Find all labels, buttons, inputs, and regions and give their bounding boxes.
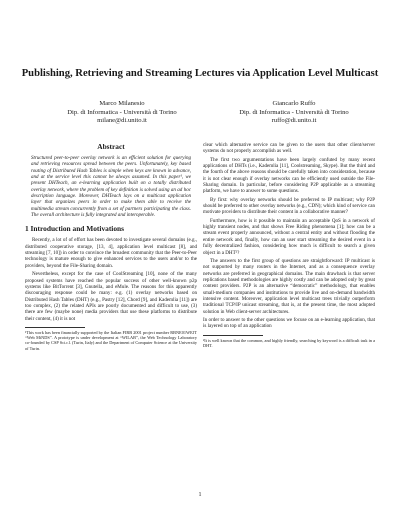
footnote-divider xyxy=(25,327,85,328)
section-heading: 1 Introduction and Motivations xyxy=(25,224,125,234)
abstract-heading: Abstract xyxy=(97,142,125,151)
author-block-2 xyxy=(214,100,374,126)
footnote-divider xyxy=(203,335,263,336)
author-affiliation: Dip. di Informatica - Università di Torino xyxy=(67,108,177,116)
paragraph: clear which alternative service can be given to the users that other client/server systems do not properly accomplish as well. xyxy=(203,142,375,155)
author-email[interactable]: ruffo@di.unito.it xyxy=(271,117,317,124)
paragraph: By first: why overlay networks should be preferred to IP multicast; why P2P should be preferred to other overlay networks (e.g., CDN); which kind of service can motivate providers to distribute their content in a collaborative manner? xyxy=(203,196,375,216)
paragraph: The answers to the first group of questions are straightforward: IP multicast is not supported by many routers in the Internet, and as a consequence overlay networks are preferred in geographical domains. The main drawback is that server replications based methodologies are highly costly and can be adopted only by great content providers. P2P is an alternative “democratic” methodology, that enables small-medium companies and institutions to provide live and on-demand bandwidth intensive content. Moreover, application level multicast trees trivially outperform traditional TCP/IP unicast streaming, that is, at the present time, the most adopted solution in Web client-server architectures. xyxy=(203,257,375,315)
author-name: Marco Milanesio xyxy=(99,100,145,107)
paragraph: The first two argumentations have been largely confuted by many recent applications of DHTs (i.e., Kademlia [11], Coolstreaming, Skype). But the third and the fourth of the above reasons should be carefully taken into consideration, because it is not clear enough if overlay networks can be efficiently used outside the File-Sharing domain. In particular, before considering P2P applicable as a streaming platform, we have to answer to some questions. xyxy=(203,156,375,195)
paragraph: Furthermore, how is it possible to maintain an acceptable QoS in a network of highly transient nodes, and that shows Free Riding phenomena [1]; how can be a stream event properly announced, without a central entity and without flooding the entire network and, finally, how can an user start streaming the desired event in a fully decentralized fashion, considering how much is difficult to search a given object in a DHT²? xyxy=(203,217,375,256)
author-email[interactable]: milane@di.unito.it xyxy=(97,117,147,124)
author-name: Giancarlo Ruffo xyxy=(272,100,316,107)
author-affiliation: Dip. di Informatica - Università di Torino xyxy=(239,108,349,116)
footnote: ¹This work has been financially supported by the Italian FIRB 2001 project number RBNE01WEJT “Web MiNDS”. A prototype is under development at “WILAB”, the Web Technology Laboratory co-founded by CSP Sci.r.l. (Turin, Italy) and the Department of Computer Science at the University of Turin. xyxy=(25,329,197,351)
paragraph: Recently, a lot of of effort has been devoted to investigate several domains (e.g., distributed cooperative storage, [13, 4], application level multicast [8], and streaming [7, 10]) in order to convince the broadest community that the Peer-to-Peer technology is mature enough to give enhanced services to the users and/or to the providers, beyond the File-Sharing domain. xyxy=(25,237,197,269)
abstract-text: Structured peer-to-peer overlay network is an efficient solution for querying and retrieving resources spread between the peers. Unfortunately, key based routing of Distributed Hash Tables is simple when keys are known in advance, and at the service level this cannot be always assumed. In this paper¹, we present DHTeach, an e-learning application built on a totally distributed overlay network, where the problem of key definition is solved using an ad hoc description language. Moreover, DHTeach lays on a multicast application layer that organizes peers in order to make them able to receive the multimedia stream concurrently from a set of partners participating the class. The overall architecture is fully integrated and interoperable. xyxy=(31,155,191,219)
paper-title: Publishing, Retrieving and Streaming Lectures via Application Level Multicast xyxy=(21,68,379,79)
footnote: ²It is well known that the common, and highly friendly, searching by keyword is a difficult task in a DHT. xyxy=(203,337,375,348)
page-number: 1 xyxy=(198,492,202,498)
paragraph: In order to answer to the other questions we focuse on an e-learning application, that is layered on top of an application xyxy=(203,316,375,330)
left-column xyxy=(25,142,197,351)
paragraph: Nevertheless, except for the case of CoolStreaming [10], none of the many proposed systems have reached the popular success of other well-known p2p systems like BitTorrent [3], Gnutella, and eMule. The reasons for this apparently discouraging response could be many: e.g. (1) overlay networks based on Distributed Hash Tables (DHT) (e.g., Pastry [12], Chord [9], and Kademlia [11]) are too complex, (2) the related APIs are poorly documented and difficult to use, (3) there are few (maybe none) media providers that use these platforms to distribute their content, (4) it is not xyxy=(25,271,197,322)
right-column xyxy=(203,142,375,348)
author-block-1 xyxy=(42,100,202,126)
